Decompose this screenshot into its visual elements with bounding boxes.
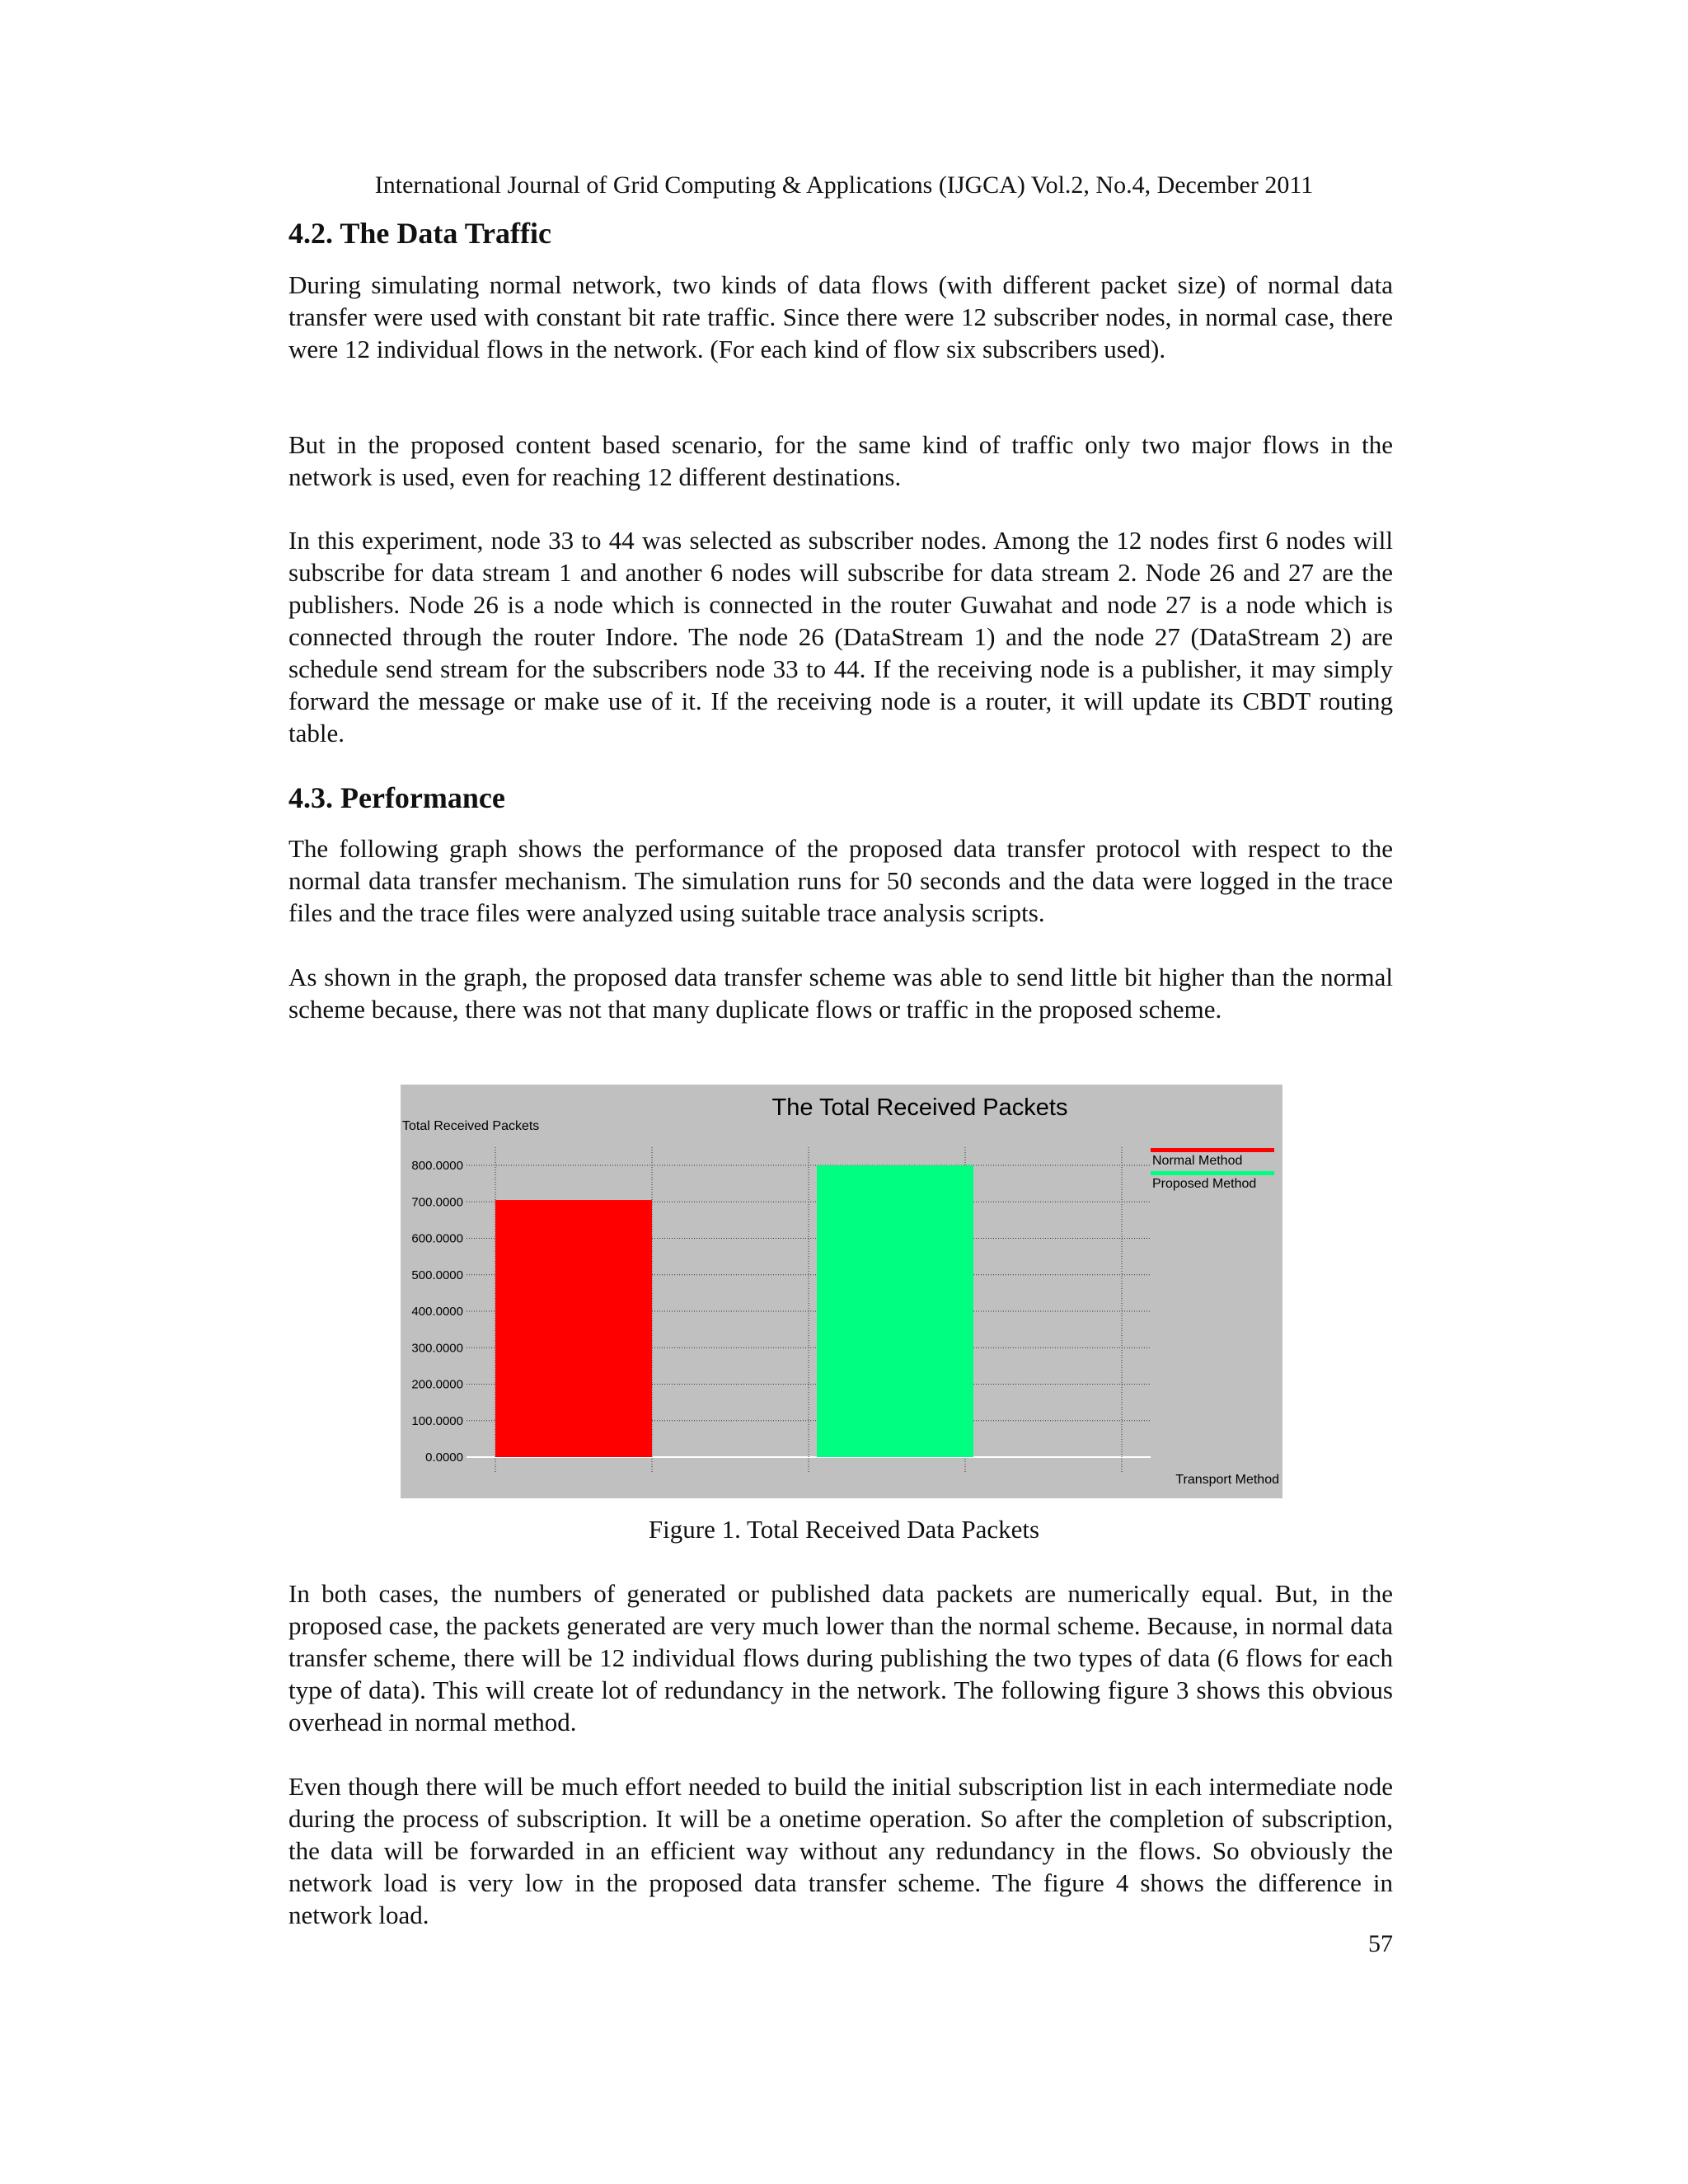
bar-normal-method (495, 1200, 652, 1457)
legend-swatch (1151, 1171, 1274, 1175)
y-tick-label: 600.0000 (411, 1231, 463, 1246)
legend-label: Normal Method (1152, 1154, 1243, 1168)
paragraph: Even though there will be much effort needed to build the initial subscription list in each intermediate node during the process of subscription. It will be a onetime operation. So after the completion of subscription, the data will be forwarded in an efficient way without any redundancy in the flows. So obviously the network load is very low in the proposed data transfer scheme. The figure 4 shows the difference in network load. (288, 1772, 1393, 1929)
legend-label: Proposed Method (1152, 1177, 1257, 1191)
paragraph: In this experiment, node 33 to 44 was selected as subscriber nodes. Among the 12 nodes first 6 nodes will subscribe for data stream 1 and another 6 nodes will subscribe for data stream 2. Node 26 and 27 are the publishers. Node 26 is a node which is connected in the router Guwahat and node 27 is a node which is connected through the router Indore. The node 26 (DataStream 1) and the node 27 (DataStream 2) are schedule send stream for the subscribers node 33 to 44. If the receiving node is a publisher, it may simply forward the message or make use of it. If the receiving node is a router, it will update its CBDT routing table. (288, 526, 1393, 748)
paragraph: As shown in the graph, the proposed data transfer scheme was able to send little bit higher than the normal scheme because, there was not that many duplicate flows or traffic in the proposed scheme. (288, 963, 1393, 1024)
y-tick-label: 100.0000 (411, 1413, 463, 1428)
bar-proposed-method (817, 1165, 973, 1457)
y-tick-label: 300.0000 (411, 1341, 463, 1356)
chart-title: The Total Received Packets (771, 1094, 1068, 1121)
paragraph: During simulating normal network, two kinds of data flows (with different packet size) of normal data transfer were used with constant bit rate traffic. Since there were 12 subscriber nodes, in normal case, there were 12 individual flows in the network. (For each kind of flow six subscribers used). (288, 270, 1393, 363)
paragraph: In both cases, the numbers of generated or published data packets are numerically equal. But, in the proposed case, the packets generated are very much lower than the normal scheme. Because, in normal data transfer scheme, there will be 12 individual flows during publishing the two types of data (6 flows for each type of data). This will create lot of redundancy in the network. The following figure 3 shows this obvious overhead in normal method. (288, 1579, 1393, 1736)
bar-chart-figure (401, 1085, 1282, 1498)
y-tick-label: 700.0000 (411, 1195, 463, 1210)
y-tick-label: 500.0000 (411, 1268, 463, 1282)
x-axis-label: Transport Method (1175, 1473, 1279, 1487)
y-tick-label: 800.0000 (411, 1159, 463, 1173)
paragraph: The following graph shows the performance of the proposed data transfer protocol with respect to the normal data transfer mechanism. The simulation runs for 50 seconds and the data were logged in the trace files and the trace files were analyzed using suitable trace analysis scripts. (288, 834, 1393, 927)
y-tick-label: 0.0000 (425, 1451, 463, 1465)
paragraph: But in the proposed content based scenario, for the same kind of traffic only two major flows in the network is used, even for reaching 12 different destinations. (288, 430, 1393, 491)
y-tick-label: 200.0000 (411, 1377, 463, 1392)
bar-chart (401, 1085, 1282, 1498)
section-heading-performance: 4.3. Performance (288, 781, 505, 814)
y-tick-label: 400.0000 (411, 1305, 463, 1319)
running-header: International Journal of Grid Computing & Applications (IJGCA) Vol.2, No.4, December 2011 (374, 171, 1314, 199)
section-heading-data-traffic: 4.2. The Data Traffic (288, 217, 551, 250)
legend-swatch (1151, 1148, 1274, 1152)
y-axis-label: Total Received Packets (402, 1119, 540, 1133)
page-number: 57 (1368, 1930, 1393, 1957)
figure-caption: Figure 1. Total Received Data Packets (648, 1515, 1040, 1544)
